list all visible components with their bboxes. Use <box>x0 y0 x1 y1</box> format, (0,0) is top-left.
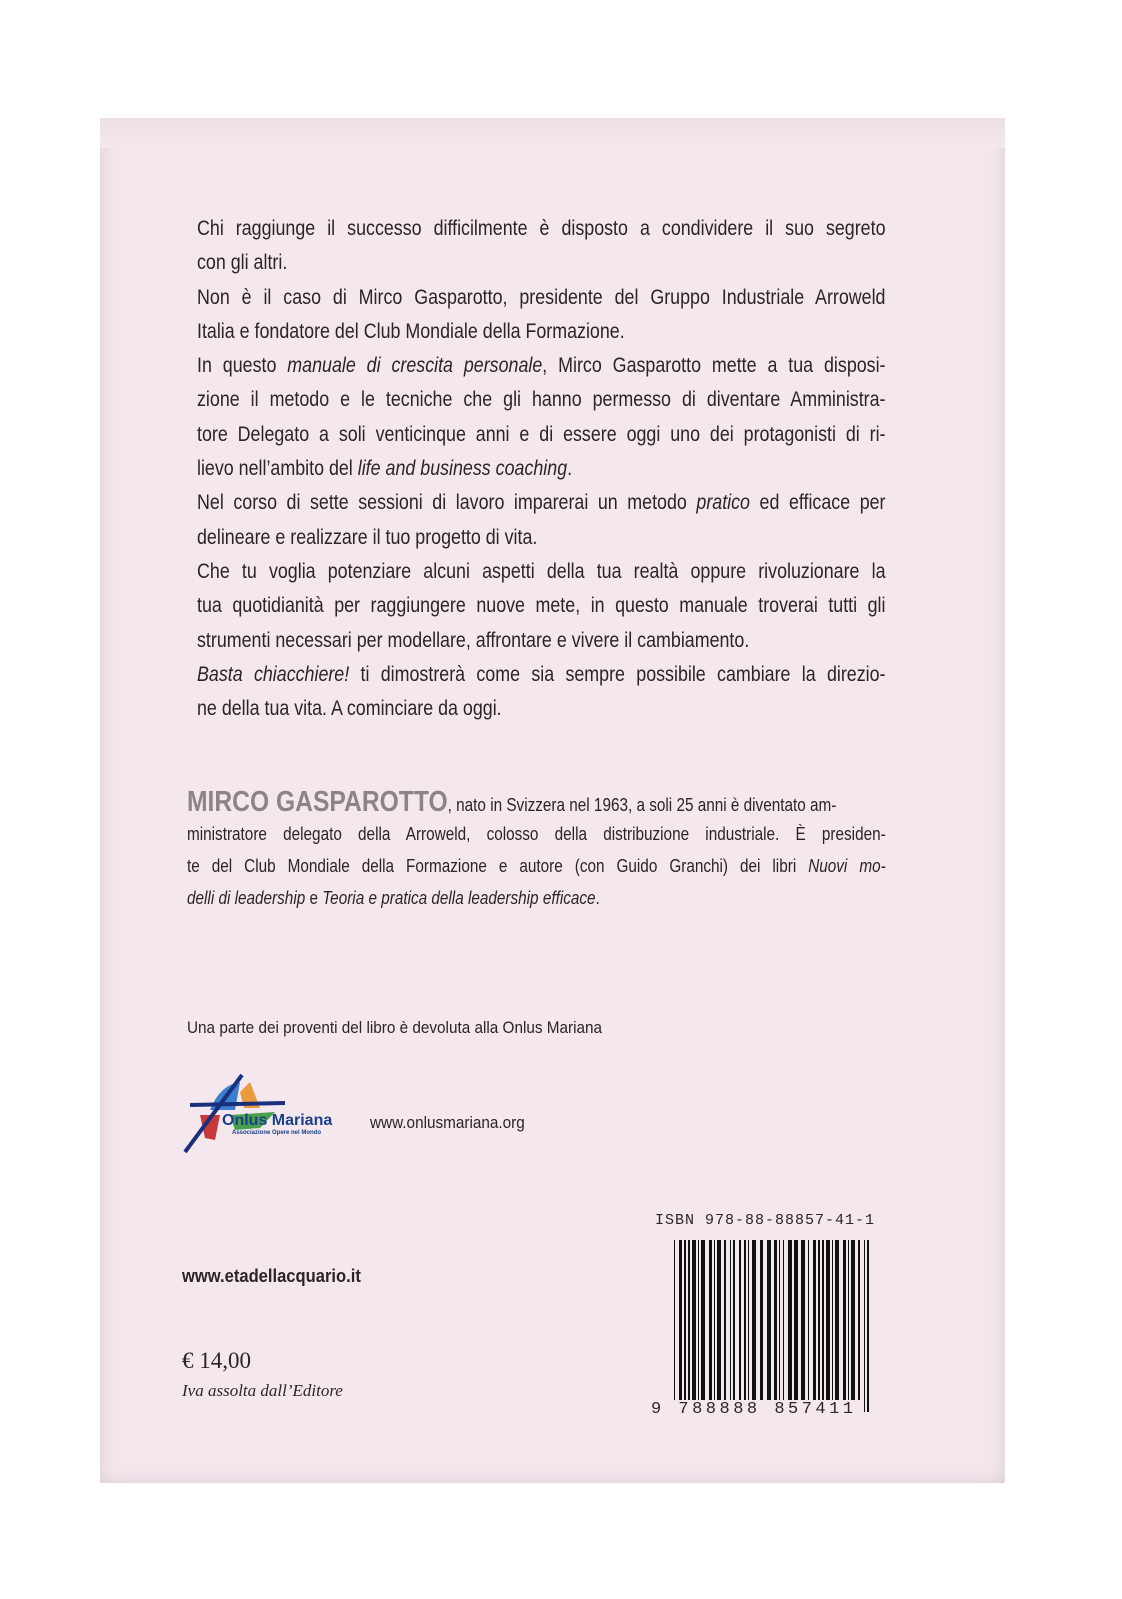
charity-note: Una parte dei proventi del libro è devoluta alla Onlus Mariana <box>187 1018 603 1037</box>
barcode-bar <box>783 1240 784 1400</box>
text-segment: . <box>567 457 573 481</box>
price: € 14,00 <box>182 1348 251 1373</box>
text-line <box>197 383 886 417</box>
text-line <box>197 246 886 280</box>
publisher-website: www.etadellacquario.it <box>182 1266 361 1286</box>
text-segment: Basta chiacchiere! <box>197 662 350 686</box>
barcode-bar <box>698 1240 699 1400</box>
cover-top-edge <box>100 118 1005 148</box>
text-segment: ti dimostrerà come sia sempre possibile cambiare la direzio- <box>349 662 886 686</box>
text-line <box>197 624 886 658</box>
barcode-bar <box>733 1240 735 1400</box>
blurb-text <box>197 212 1007 726</box>
isbn-label: ISBN 978-88-88857-41-1 <box>655 1212 876 1229</box>
barcode-bar <box>744 1240 746 1400</box>
text-segment: tore Delegato a soli venticinque anni e di essere oggi uno dei protagonisti di ri- <box>197 422 886 446</box>
logo-subtitle: Associazione Opere nel Mondo <box>232 1130 322 1136</box>
barcode-bar <box>788 1240 792 1400</box>
text-segment: e <box>305 888 323 908</box>
barcode-bar <box>688 1240 690 1400</box>
vat-note: Iva assolta dall’Editore <box>182 1381 343 1400</box>
text-segment: ed efficace per <box>749 491 886 515</box>
text-line <box>187 850 886 882</box>
barcode-bar <box>864 1240 865 1412</box>
text-segment: Chi raggiunge il successo difficilmente è disposto a condividere il suo segreto <box>197 217 886 240</box>
barcode-bar <box>832 1240 833 1400</box>
text-segment: delli di leadership <box>187 888 306 908</box>
barcode-digits: 9 788888 857411 <box>651 1400 857 1419</box>
text-segment: Non è il caso di Mirco Gasparotto, presidente del Gruppo Industriale Arroweld <box>197 285 886 309</box>
barcode-bar <box>822 1240 824 1400</box>
text-segment: lievo nell’ambito del <box>197 457 358 481</box>
barcode-bar <box>714 1240 715 1400</box>
barcode-bar <box>767 1240 771 1400</box>
barcode-bar <box>867 1240 869 1412</box>
text-segment: Nuovi mo- <box>808 856 886 876</box>
barcode-bar <box>724 1240 726 1400</box>
barcode-bar <box>709 1240 712 1400</box>
barcode-bar <box>818 1240 820 1400</box>
text-segment: te del Club Mondiale della Formazione e autore (con Guido Granchi) dei libri <box>187 856 809 876</box>
text-line <box>197 212 886 246</box>
text-segment: life and business coaching <box>357 457 568 481</box>
text-line <box>187 882 886 914</box>
text-segment: manuale di crescita personale <box>287 354 543 378</box>
barcode-bar <box>858 1240 860 1400</box>
author-bio <box>187 786 1009 914</box>
text-line <box>197 418 886 452</box>
text-segment: Teoria e pratica della leadership efficace <box>322 888 596 908</box>
text-segment: ministratore delegato della Arroweld, colosso della distribuzione industriale. È presiden- <box>187 824 886 844</box>
text-segment: , nato in Svizzera nel 1963, a soli 25 anni è diventato am- <box>447 795 837 815</box>
text-segment: strumenti necessari per modellare, affrontare e vivere il cambiamento. <box>197 628 750 652</box>
text-segment: tua quotidianità per raggiungere nuove mete, in questo manuale troverai tutti gli <box>197 594 886 618</box>
text-line <box>197 452 886 486</box>
text-segment: zione il metodo e le tecniche che gli hanno permesso di diventare Amministra- <box>197 388 886 412</box>
text-segment: Che tu voglia potenziare alcuni aspetti della tua realtà oppure rivoluzionare la <box>197 559 886 583</box>
barcode-bar <box>717 1240 721 1400</box>
text-segment: delineare e realizzare il tuo progetto di vita. <box>197 525 538 549</box>
text-line <box>197 692 886 726</box>
barcode-bar <box>801 1240 805 1400</box>
barcode-bar <box>794 1240 798 1400</box>
text-segment: con gli altri. <box>197 251 288 275</box>
text-segment: pratico <box>696 491 750 515</box>
text-line <box>197 281 886 315</box>
barcode-bar <box>692 1240 696 1400</box>
barcode-bar <box>739 1240 741 1400</box>
barcode-bar <box>684 1240 686 1400</box>
text-line <box>197 349 886 383</box>
barcode-bar <box>748 1240 749 1400</box>
text-line <box>187 818 886 850</box>
barcode-bar <box>679 1240 682 1400</box>
author-name: MIRCO GASPAROTTO <box>187 786 448 818</box>
barcode-bar <box>835 1240 839 1400</box>
text-line <box>197 315 886 349</box>
text-line <box>197 589 886 623</box>
barcode-bar <box>774 1240 777 1400</box>
text-segment: Italia e fondatore del Club Mondiale della Formazione. <box>197 319 625 343</box>
text-line <box>197 555 886 589</box>
barcode-bar <box>701 1240 705 1400</box>
barcode-bar <box>760 1240 763 1400</box>
barcode-bar <box>848 1240 849 1400</box>
barcode-bar <box>808 1240 809 1400</box>
barcode <box>672 1240 872 1412</box>
barcode-bar <box>851 1240 855 1400</box>
barcode-bar <box>752 1240 756 1400</box>
text-line <box>197 486 886 520</box>
text-line <box>197 658 886 692</box>
logo-name: Onlus Mariana <box>222 1112 333 1129</box>
text-line <box>197 521 886 555</box>
text-segment: ne della tua vita. A cominciare da oggi. <box>197 697 502 721</box>
barcode-bar <box>674 1240 675 1412</box>
barcode-bar <box>730 1240 731 1400</box>
text-segment: . <box>595 888 600 908</box>
barcode-bar <box>813 1240 816 1400</box>
barcode-bar <box>826 1240 830 1400</box>
text-segment: Nel corso di sette sessioni di lavoro imparerai un metodo <box>197 491 697 515</box>
barcode-bar <box>779 1240 780 1400</box>
onlus-url: www.onlusmariana.org <box>370 1113 525 1132</box>
barcode-bar <box>843 1240 846 1400</box>
text-line <box>187 786 886 818</box>
text-segment: , Mirco Gasparotto mette a tua disposi- <box>542 354 886 378</box>
text-segment: In questo <box>197 354 288 378</box>
